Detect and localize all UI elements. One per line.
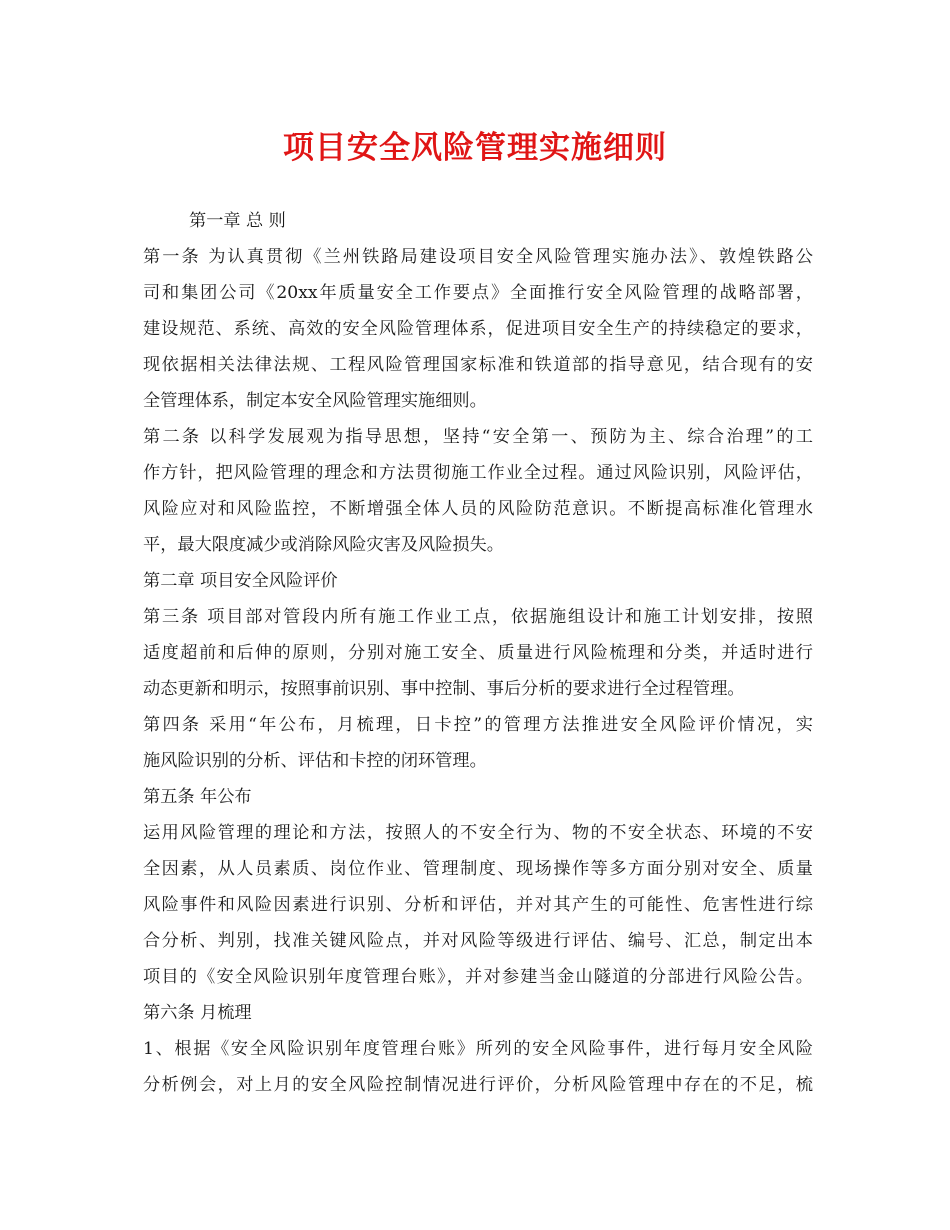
text-line: 分析例会，对上月的安全风险控制情况进行评价，分析风险管理中存在的不足，梳: [143, 1075, 813, 1095]
text-line: 风险事件和风险因素进行识别、分析和评估，并对其产生的可能性、危害性进行综: [143, 895, 813, 915]
text-line: 1、根据《安全风险识别年度管理台账》所列的安全风险事件，进行每月安全风险: [143, 1039, 813, 1059]
text-line: 第一条 为认真贯彻《兰州铁路局建设项目安全风险管理实施办法》、敦煌铁路公: [143, 247, 813, 267]
text-line: 动态更新和明示，按照事前识别、事中控制、事后分析的要求进行全过程管理。: [143, 679, 745, 699]
text-line: 全因素，从人员素质、岗位作业、管理制度、现场操作等多方面分别对安全、质量: [143, 859, 813, 879]
text-line: 项目的《安全风险识别年度管理台账》，并对参建当金山隧道的分部进行风险公告。: [143, 967, 813, 987]
text-line: 全管理体系，制定本安全风险管理实施细则。: [143, 391, 487, 411]
text-line: 施风险识别的分析、评估和卡控的闭环管理。: [143, 751, 487, 771]
text-line: 平，最大限度减少或消除风险灾害及风险损失。: [143, 535, 504, 555]
text-line: 现依据相关法律法规、工程风险管理国家标准和铁道部的指导意见，结合现有的安: [143, 355, 813, 375]
text-line: 合分析、判别，找准关键风险点，并对风险等级进行评估、编号、汇总，制定出本: [143, 931, 813, 951]
text-line: 第五条 年公布: [143, 787, 252, 807]
text-line: 第六条 月梳理: [143, 1003, 252, 1023]
text-line: 运用风险管理的理论和方法，按照人的不安全行为、物的不安全状态、环境的不安: [143, 823, 813, 843]
text-line: 第二章 项目安全风险评价: [143, 571, 338, 591]
document-title: 项目安全风险管理实施细则: [283, 130, 667, 166]
text-line: 第一章 总 则: [189, 211, 286, 231]
document-body: [143, 203, 813, 1103]
text-line: 适度超前和后伸的原则，分别对施工安全、质量进行风险梳理和分类，并适时进行: [143, 643, 813, 663]
text-line: 风险应对和风险监控，不断增强全体人员的风险防范意识。不断提高标准化管理水: [143, 499, 813, 519]
text-line: 作方针，把风险管理的理念和方法贯彻施工作业全过程。通过风险识别，风险评估，: [143, 463, 813, 483]
text-line: 第四条 采用“年公布，月梳理，日卡控”的管理方法推进安全风险评价情况，实: [143, 715, 813, 735]
text-line: 建设规范、系统、高效的安全风险管理体系，促进项目安全生产的持续稳定的要求，: [143, 319, 813, 339]
text-line: 第二条 以科学发展观为指导思想，坚持“安全第一、预防为主、综合治理”的工: [143, 427, 813, 447]
text-line: 第三条 项目部对管段内所有施工作业工点，依据施组设计和施工计划安排，按照: [143, 607, 813, 627]
text-line: 司和集团公司《20xx年质量安全工作要点》全面推行安全风险管理的战略部署，: [143, 283, 813, 303]
